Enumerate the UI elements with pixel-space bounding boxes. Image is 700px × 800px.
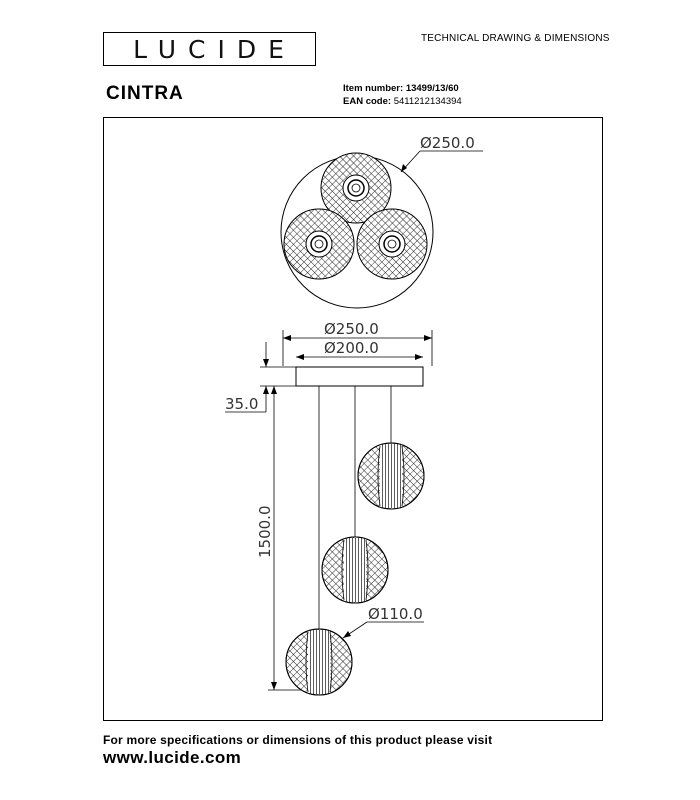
item-number-value: 13499/13/60 (405, 83, 459, 94)
canopy-height-label: 35.0 (225, 395, 259, 413)
canopy (296, 367, 423, 386)
canopy-inner-diameter-label: Ø200.0 (324, 339, 379, 357)
pendant-shade-top (358, 443, 424, 509)
shade-diameter-label: Ø110.0 (368, 605, 423, 623)
canopy-diameter-label: Ø250.0 (324, 320, 379, 338)
logo-text: LUCIDE (133, 35, 296, 64)
top-view-diameter-label: Ø250.0 (420, 134, 475, 152)
product-name: CINTRA (106, 83, 184, 104)
top-view (281, 134, 483, 308)
pendant-shade-bottom (286, 629, 352, 695)
side-view (225, 320, 432, 695)
top-view-shade-2 (284, 209, 354, 279)
top-view-shade-3 (357, 209, 427, 279)
pendant-shade-middle (322, 537, 388, 603)
footer-url[interactable]: www.lucide.com (103, 748, 242, 767)
item-number-label: Item number: (343, 83, 404, 94)
ean-value: 5411212134394 (393, 96, 462, 107)
ean-label: EAN code: (343, 96, 392, 107)
footer-note: For more specifications or dimensions of this product please visit (103, 733, 493, 747)
document-title: TECHNICAL DRAWING & DIMENSIONS (421, 33, 610, 44)
total-height-label: 1500.0 (256, 505, 274, 558)
